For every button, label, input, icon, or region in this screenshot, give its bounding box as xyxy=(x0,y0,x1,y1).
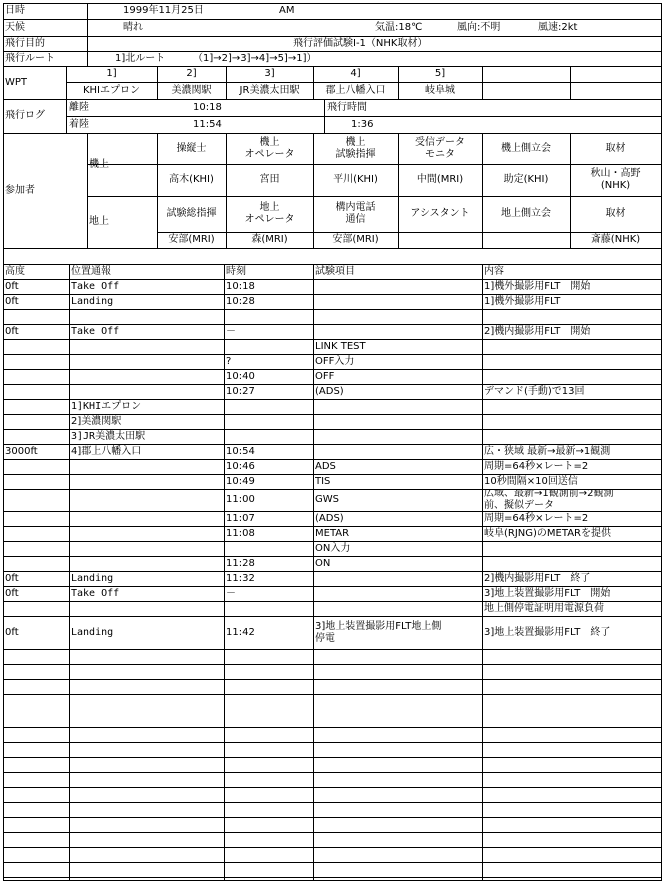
log-cell xyxy=(5,601,68,616)
log-cell: OFF入力 xyxy=(315,355,355,367)
grid-line xyxy=(3,877,662,878)
log-cell xyxy=(5,399,68,414)
log-cell xyxy=(5,354,68,369)
log-cell xyxy=(484,414,660,429)
log-cell xyxy=(315,414,481,429)
wpt-name: KHIエプロン xyxy=(82,84,141,96)
route-path: （1]→2]→3]→4]→5]→1]） xyxy=(193,52,317,64)
onboard-role: 機上側立会 xyxy=(501,142,551,154)
grid-line xyxy=(69,264,70,881)
log-cell: 4]郡上八幡入口 xyxy=(71,445,142,457)
wpt-name: JR美濃太田駅 xyxy=(239,84,300,96)
log-cell xyxy=(71,601,223,616)
onboard-label: 機上 xyxy=(89,158,109,170)
wpt-number: 2] xyxy=(186,68,197,79)
weather-label: 天候 xyxy=(5,21,25,33)
log-cell xyxy=(71,474,223,489)
ground-label: 地上 xyxy=(89,216,109,227)
ground-name xyxy=(482,232,570,248)
log-cell: 3]地上装置撮影用FLT 終了 xyxy=(484,626,611,638)
log-cell xyxy=(5,339,68,354)
onboard-name: 平川(KHI) xyxy=(333,174,378,185)
grid-line xyxy=(661,3,662,881)
grid-line xyxy=(87,3,88,67)
wind-direction-value: 風向:不明 xyxy=(457,21,501,33)
ground-name: 森(MRI) xyxy=(251,234,288,245)
log-cell: ? xyxy=(226,355,232,367)
ground-role: アシスタント xyxy=(410,208,470,219)
log-cell xyxy=(315,399,481,414)
log-cell: TIS xyxy=(315,475,331,487)
log-cell: 周期=64秒×レート=2 xyxy=(484,460,589,472)
log-cell xyxy=(5,526,68,541)
log-cell: Take Off xyxy=(71,587,120,599)
log-cell xyxy=(5,556,68,571)
log-cell: 1]KHIエプロン xyxy=(71,400,142,412)
log-cell xyxy=(71,489,223,511)
grid-line xyxy=(3,649,662,650)
temperature-value: 気温:18℃ xyxy=(375,21,423,33)
takeoff-label: 離陸 xyxy=(69,101,89,113)
log-cell: 周期=64秒×レート=2 xyxy=(484,512,589,524)
log-cell xyxy=(5,541,68,556)
log-cell: LINK TEST xyxy=(315,340,366,352)
ground-name: 安部(MRI) xyxy=(168,234,215,245)
ground-role: 地上側立会 xyxy=(501,208,551,219)
grid-line xyxy=(3,832,662,833)
log-cell xyxy=(226,399,312,414)
grid-line xyxy=(3,664,662,665)
log-cell xyxy=(71,384,223,399)
log-cell: 0ft xyxy=(5,587,19,599)
log-cell: METAR xyxy=(315,527,350,539)
onboard-name: 中間(MRI) xyxy=(416,174,464,185)
log-cell xyxy=(484,309,660,324)
log-cell xyxy=(226,339,312,354)
date-label: 日時 xyxy=(5,5,25,16)
log-cell: 11:42 xyxy=(226,626,255,638)
log-cell xyxy=(5,459,68,474)
log-cell xyxy=(71,354,223,369)
log-cell xyxy=(5,511,68,526)
log-cell: 0ft xyxy=(5,626,19,638)
log-cell: 3]地上装置撮影用FLT 開始 xyxy=(484,587,611,599)
grid-line xyxy=(3,727,662,728)
wpt-name: 岐阜城 xyxy=(425,84,455,96)
log-cell xyxy=(5,369,68,384)
log-cell xyxy=(5,489,68,511)
log-cell: 10:46 xyxy=(226,460,255,472)
grid-line xyxy=(3,817,662,818)
log-cell: 11:32 xyxy=(226,572,255,584)
ground-name: 安部(MRI) xyxy=(332,234,379,245)
log-cell: 10:28 xyxy=(226,295,255,307)
takeoff-time: 10:18 xyxy=(193,101,222,113)
grid-line xyxy=(482,66,483,100)
log-cell: (ADS) xyxy=(315,512,344,524)
log-cell: 広域、最新→1観測前→2観測 前、擬似データ xyxy=(484,489,614,511)
log-cell xyxy=(315,294,481,309)
log-cell xyxy=(5,429,68,444)
flight-log-label: 飛行ログ xyxy=(5,110,45,121)
onboard-role: 受信データ モニタ xyxy=(415,136,465,160)
log-cell xyxy=(315,586,481,601)
log-cell: 広・狭域 最新→最新→1観測 xyxy=(484,445,611,457)
log-cell: (ADS) xyxy=(315,385,344,397)
log-cell xyxy=(484,339,660,354)
log-cell: 3000ft xyxy=(5,445,38,457)
onboard-name: 助定(KHI) xyxy=(503,174,549,185)
log-cell: 2]美濃関駅 xyxy=(71,415,122,427)
log-cell xyxy=(484,541,660,556)
ampm-label: AM xyxy=(279,5,295,16)
grid-line xyxy=(3,679,662,680)
onboard-name: 秋山・高野 (NHK) xyxy=(590,168,641,191)
log-cell: GWS xyxy=(315,494,339,505)
onboard-name: 宮田 xyxy=(259,174,280,185)
ground-role: 地上 オペレータ xyxy=(244,202,295,225)
ground-role: 取材 xyxy=(605,208,626,219)
log-cell xyxy=(5,384,68,399)
log-cell: Landing xyxy=(71,572,114,584)
grid-line xyxy=(3,802,662,803)
grid-line xyxy=(313,264,314,881)
log-cell: 10秒間隔×10回送信 xyxy=(484,475,578,487)
log-cell xyxy=(226,414,312,429)
participants-label: 参加者 xyxy=(5,184,35,196)
log-cell: Take Off xyxy=(71,280,120,292)
log-cell: ON入力 xyxy=(315,542,351,554)
landing-label: 着陸 xyxy=(69,118,89,130)
log-cell xyxy=(71,459,223,474)
wind-speed-value: 風速:2kt xyxy=(538,21,578,33)
log-header: 時刻 xyxy=(226,265,246,277)
log-cell: 3]JR美濃太田駅 xyxy=(71,430,146,442)
log-cell: 0ft xyxy=(5,295,19,307)
grid-line xyxy=(570,66,571,100)
log-header: 位置通報 xyxy=(71,265,111,277)
log-cell: OFF xyxy=(315,370,335,382)
log-cell xyxy=(315,429,481,444)
grid-line xyxy=(3,787,662,788)
log-cell xyxy=(226,429,312,444)
log-cell: 0ft xyxy=(5,280,19,292)
log-cell: 地上側停電証明用電源負荷 xyxy=(484,602,604,614)
grid-line xyxy=(3,742,662,743)
log-cell: 11:07 xyxy=(226,512,255,524)
log-cell xyxy=(315,601,481,616)
grid-line xyxy=(66,99,67,134)
log-cell: 3]地上装置撮影用FLT地上側 停電 xyxy=(315,620,442,644)
log-cell xyxy=(71,369,223,384)
log-cell: 1]機外撮影用FLT 開始 xyxy=(484,280,591,292)
purpose-value: 飛行評価試験Ⅰ-1（NHK取材） xyxy=(293,37,428,49)
log-cell xyxy=(226,541,312,556)
wpt-number: 1] xyxy=(106,68,117,79)
ground-name xyxy=(398,232,482,248)
wpt-name: 郡上八幡入口 xyxy=(325,84,386,96)
onboard-role: 操縦士 xyxy=(176,142,207,154)
wpt-name: 美濃関駅 xyxy=(171,84,212,96)
log-cell xyxy=(5,474,68,489)
log-cell: － xyxy=(226,587,236,599)
grid-line xyxy=(87,133,88,249)
route-label: 飛行ルート xyxy=(5,52,55,64)
log-cell: ON xyxy=(315,557,331,569)
grid-line xyxy=(3,757,662,758)
ground-role: 構内電話 通信 xyxy=(335,202,376,225)
log-cell: 岐阜(RJNG)のMETARを提供 xyxy=(484,527,611,539)
grid-line xyxy=(3,772,662,773)
log-cell: Landing xyxy=(71,295,114,307)
grid-line xyxy=(324,99,325,134)
log-cell xyxy=(71,511,223,526)
log-cell xyxy=(71,556,223,571)
log-cell: 11:00 xyxy=(226,494,255,505)
log-cell xyxy=(5,414,68,429)
log-cell: 10:18 xyxy=(226,280,255,292)
log-cell xyxy=(315,279,481,294)
log-cell xyxy=(315,324,481,339)
log-cell xyxy=(226,309,312,324)
log-cell xyxy=(315,444,481,459)
grid-line xyxy=(3,847,662,848)
wpt-label: WPT xyxy=(5,76,28,88)
ground-role: 試験総指揮 xyxy=(166,208,217,219)
grid-line xyxy=(3,862,662,863)
grid-line xyxy=(3,248,662,249)
log-cell: 10:49 xyxy=(226,475,255,487)
onboard-role: 取材 xyxy=(605,142,626,154)
log-header: 高度 xyxy=(5,265,25,277)
log-cell xyxy=(71,309,223,324)
weather-value: 晴れ xyxy=(123,21,143,33)
log-cell xyxy=(315,309,481,324)
flight-test-record-sheet xyxy=(3,3,661,880)
log-cell xyxy=(484,399,660,414)
log-cell: － xyxy=(226,325,236,337)
flight-time-label: 飛行時間 xyxy=(327,101,367,113)
log-cell: 0ft xyxy=(5,325,19,337)
log-cell: 2]機内撮影用FLT 終了 xyxy=(484,572,591,584)
wpt-number: 3] xyxy=(264,68,275,79)
log-cell: 10:54 xyxy=(226,445,255,457)
log-cell: 1]機外撮影用FLT xyxy=(484,295,561,307)
log-cell: 10:40 xyxy=(226,370,255,382)
ground-name: 斎藤(NHK) xyxy=(590,234,641,245)
grid-line xyxy=(3,694,662,695)
flight-time-value: 1:36 xyxy=(351,118,374,130)
log-cell: デマンド(手動)で13回 xyxy=(484,385,585,397)
log-cell xyxy=(71,339,223,354)
log-cell: 2]機内撮影用FLT 開始 xyxy=(484,325,591,337)
log-cell: Landing xyxy=(71,626,114,638)
route-name: 1]北ルート xyxy=(115,52,166,64)
log-cell: 0ft xyxy=(5,572,19,584)
log-cell: ADS xyxy=(315,460,336,472)
log-cell xyxy=(484,369,660,384)
grid-line xyxy=(3,880,662,881)
log-cell xyxy=(315,571,481,586)
grid-line xyxy=(224,264,225,881)
log-cell xyxy=(226,601,312,616)
purpose-label: 飛行目的 xyxy=(5,37,45,49)
landing-time: 11:54 xyxy=(193,118,222,130)
log-cell: 11:08 xyxy=(226,527,255,539)
log-header: 試験項目 xyxy=(315,265,355,277)
log-cell xyxy=(71,541,223,556)
onboard-role: 機上 オペレータ xyxy=(244,136,295,160)
onboard-name: 高木(KHI) xyxy=(169,174,214,185)
onboard-role: 機上 試験指揮 xyxy=(335,136,376,160)
log-cell xyxy=(484,354,660,369)
grid-line xyxy=(3,3,662,4)
wpt-number: 5] xyxy=(434,68,446,79)
grid-line xyxy=(3,3,4,881)
log-cell: 10:27 xyxy=(226,385,255,397)
log-cell xyxy=(484,429,660,444)
log-cell: Take Off xyxy=(71,325,120,337)
log-cell xyxy=(71,526,223,541)
grid-line xyxy=(482,264,483,881)
log-cell xyxy=(484,556,660,571)
log-header: 内容 xyxy=(484,265,504,277)
log-cell: 11:28 xyxy=(226,557,255,569)
wpt-number: 4] xyxy=(350,68,361,79)
log-cell xyxy=(5,309,68,324)
date-value: 1999年11月25日 xyxy=(123,5,204,16)
